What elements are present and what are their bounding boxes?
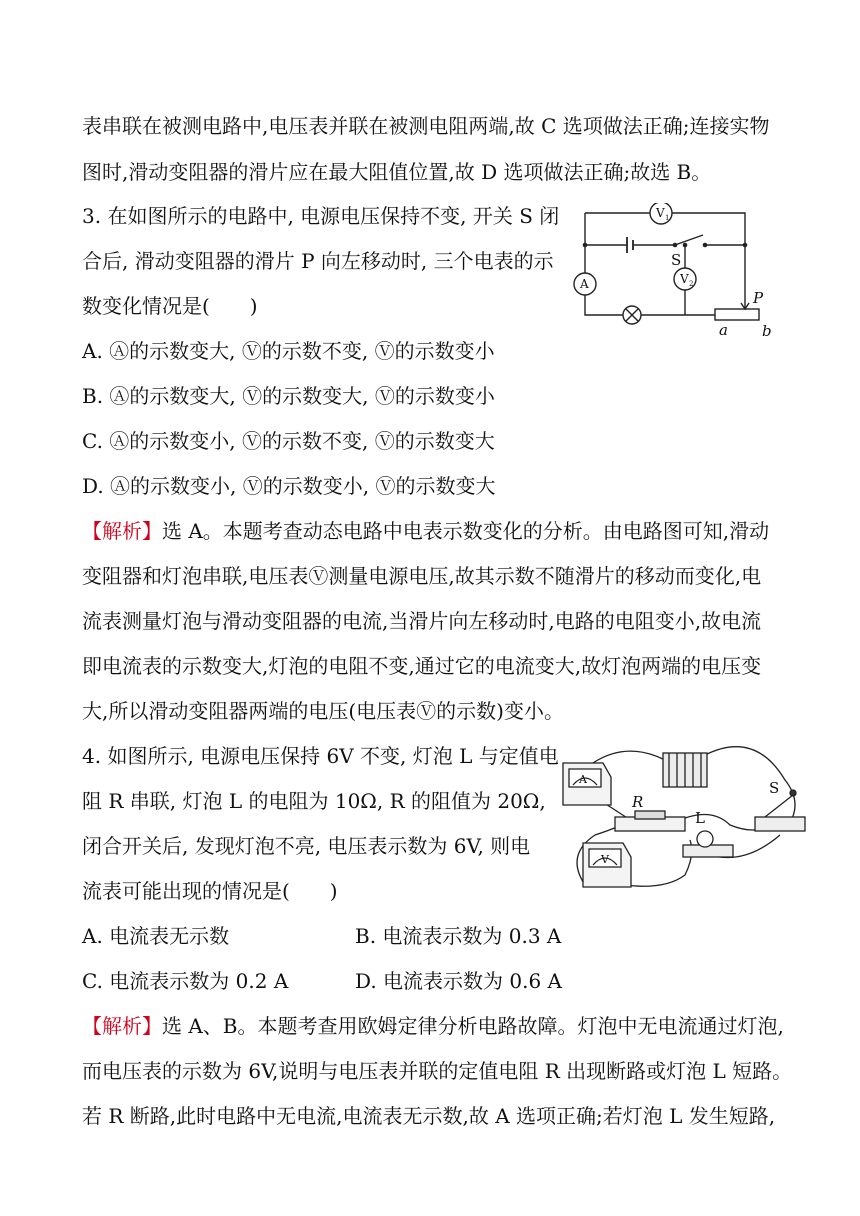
- q3-option-c: C. Ⓐ的示数变小, Ⓥ的示数不变, Ⓥ的示数变大: [82, 429, 495, 453]
- q4-option-a: A. 电流表无示数: [82, 924, 230, 948]
- q3-analysis-3: 流表测量灯泡与滑动变阻器的电流,当滑片向左移动时,电路的电阻变小,故电流: [82, 609, 762, 633]
- v2-label: V: [680, 272, 689, 286]
- q3-stem-3: 数变化情况是( ): [82, 294, 258, 318]
- v1-label: V: [656, 206, 665, 220]
- v1-sub: 1: [665, 214, 670, 222]
- prev-line-1: 表串联在被测电路中,电压表并联在被测电阻两端,故 C 选项做法正确;连接实物: [82, 114, 770, 138]
- q4-analysis-text: 选 A、B。本题考查用欧姆定律分析电路故障。灯泡中无电流通过灯泡,: [162, 1014, 784, 1038]
- q3-analysis-1: [82, 516, 769, 546]
- q3-analysis-tag: 【解析】: [82, 519, 162, 543]
- q4-lamp-label: L: [695, 809, 705, 827]
- ammeter-label: A: [580, 277, 589, 291]
- q4-voltmeter-label: V: [601, 853, 609, 866]
- switch-label: S: [671, 251, 682, 269]
- q4-ammeter-label: A: [579, 773, 587, 786]
- q4-analysis-1: [82, 1011, 784, 1041]
- q3-circuit-diagram: [565, 203, 795, 343]
- q3-analysis-4: 即电流表的示数变大,灯泡的电阻不变,通过它的电流变大,故灯泡两端的电压变: [82, 654, 762, 678]
- q4-analysis-2: 而电压表的示数为 6V,说明与电压表并联的定值电阻 R 出现断路或灯泡 L 短路。: [82, 1059, 793, 1083]
- q3-stem-2: 合后, 滑动变阻器的滑片 P 向左移动时, 三个电表的示: [82, 249, 554, 273]
- q4-physical-circuit: [555, 735, 825, 895]
- q4-stem-3: 闭合开关后, 发现灯泡不亮, 电压表示数为 6V, 则电: [82, 834, 531, 858]
- end-a-label: a: [719, 321, 728, 339]
- q4-stem-1: 4. 如图所示, 电源电压保持 6V 不变, 灯泡 L 与定值电: [82, 744, 559, 768]
- q3-analysis-5: 大,所以滑动变阻器两端的电压(电压表Ⓥ的示数)变小。: [82, 699, 564, 723]
- q4-option-d: D. 电流表示数为 0.6 A: [355, 969, 563, 993]
- q4-switch-label: S: [769, 779, 780, 797]
- q4-analysis-3: 若 R 断路,此时电路中无电流,电流表无示数,故 A 选项正确;若灯泡 L 发生短路,: [82, 1104, 776, 1128]
- q4-option-b: B. 电流表示数为 0.3 A: [355, 924, 562, 948]
- q3-option-b: B. Ⓐ的示数变大, Ⓥ的示数变大, Ⓥ的示数变小: [82, 384, 495, 408]
- q3-analysis-2: 变阻器和灯泡串联,电压表Ⓥ测量电源电压,故其示数不随滑片的移动而变化,电: [82, 564, 762, 588]
- q4-stem-2: 阻 R 串联, 灯泡 L 的电阻为 10Ω, R 的阻值为 20Ω,: [82, 789, 546, 813]
- prev-line-2: 图时,滑动变阻器的滑片应在最大阻值位置,故 D 选项做法正确;故选 B。: [82, 160, 712, 184]
- slider-label: P: [753, 289, 764, 307]
- q4-option-c: C. 电流表示数为 0.2 A: [82, 969, 289, 993]
- q4-analysis-tag: 【解析】: [82, 1014, 162, 1038]
- q3-analysis-text: 选 A。本题考查动态电路中电表示数变化的分析。由电路图可知,滑动: [162, 519, 770, 543]
- q4-resistor-label: R: [632, 793, 644, 811]
- q4-stem-4: 流表可能出现的情况是( ): [82, 879, 338, 903]
- q3-stem-1: 3. 在如图所示的电路中, 电源电压保持不变, 开关 S 闭: [82, 204, 560, 228]
- q3-option-a: A. Ⓐ的示数变大, Ⓥ的示数不变, Ⓥ的示数变小: [82, 339, 495, 363]
- end-b-label: b: [762, 322, 772, 340]
- q3-option-d: D. Ⓐ的示数变小, Ⓥ的示数变小, Ⓥ的示数变大: [82, 474, 496, 498]
- v2-sub: 2: [689, 280, 694, 288]
